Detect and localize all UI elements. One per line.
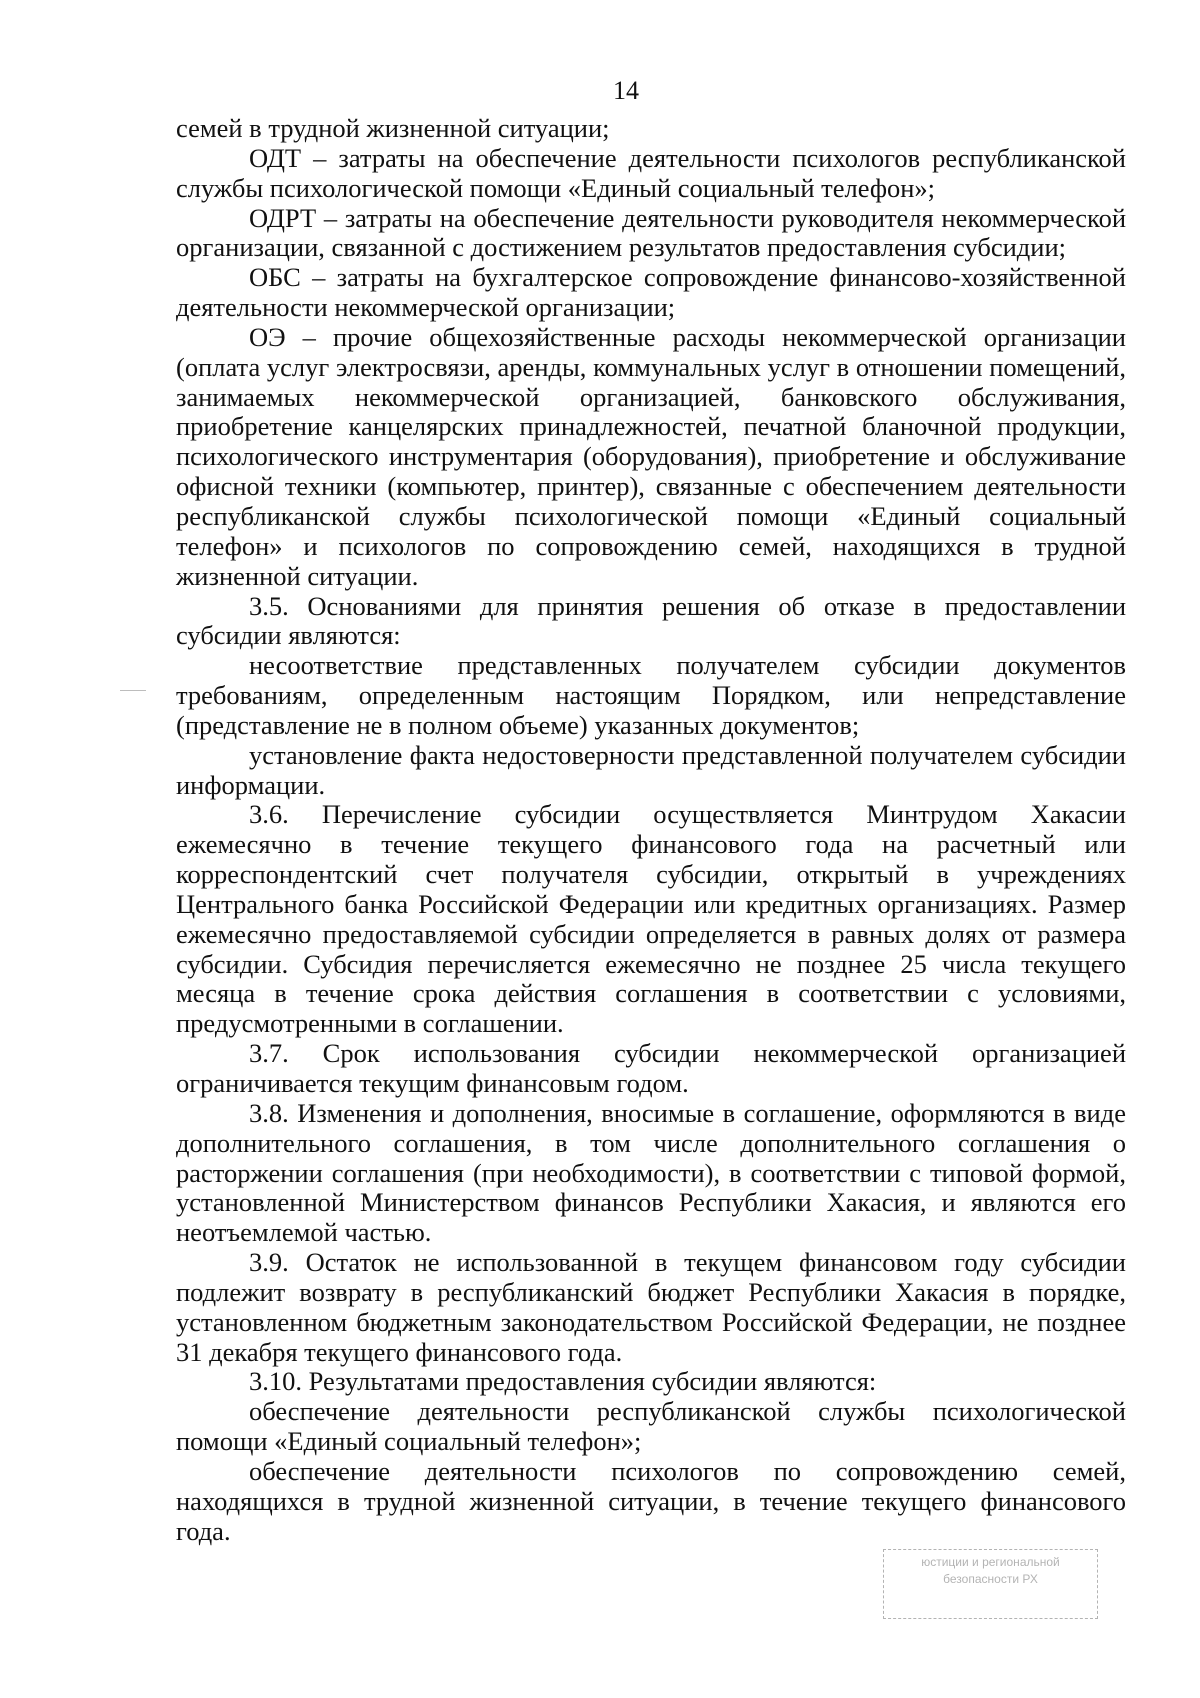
- paragraph: 3.8. Изменения и дополнения, вносимые в соглашение, оформляются в виде дополнительного соглашения, в том числе дополнительного соглашения о расторжении соглашения (при необходимости), в соответствии с типовой формой, установленной Министерством финансов Республики Хакасия, и являются его неотъемлемой частью.: [176, 1097, 1126, 1248]
- paragraph: установление факта недостоверности представленной получателем субсидии информации.: [176, 739, 1126, 800]
- margin-mark: [120, 690, 146, 691]
- document-body: [176, 114, 1126, 1547]
- stamp: [883, 1549, 1098, 1619]
- paragraph: ОДТ – затраты на обеспечение деятельности психологов республиканской службы психологической помощи «Единый социальный телефон»;: [176, 142, 1126, 203]
- paragraph: ОЭ – прочие общехозяйственные расходы некоммерческой организации (оплата услуг электросвязи, аренды, коммунальных услуг в отношении помещений, занимаемых некоммерческой организацией, банковского обслуживания, приобретение канцелярских принадлежностей, печатной бланочной продукции, психологического инструментария (оборудования), приобретение и обслуживание офисной техники (компьютер, принтер), связанные с обеспечением деятельности республиканской службы психологической помощи «Единый социальный телефон» и психологов по сопровождению семей, находящихся в трудной жизненной ситуации.: [176, 321, 1126, 591]
- stamp-line: юстиции и региональной: [921, 1555, 1060, 1569]
- stamp-line: безопасности РХ: [943, 1572, 1038, 1586]
- page-number: 14: [613, 76, 639, 105]
- paragraph: семей в трудной жизненной ситуации;: [176, 113, 610, 143]
- paragraph: несоответствие представленных получателем субсидии документов требованиям, определенным настоящим Порядком, или непредставление (представление не в полном объеме) указанных документов;: [176, 650, 1126, 740]
- paragraph: ОБС – затраты на бухгалтерское сопровождение финансово-хозяйственной деятельности некоммерческой организации;: [176, 262, 1126, 323]
- paragraph: 3.9. Остаток не использованной в текущем финансовом году субсидии подлежит возврату в республиканский бюджет Республики Хакасия в порядке, установленном бюджетным законодательством Российской Федерации, не позднее 31 декабря текущего финансового года.: [176, 1247, 1126, 1367]
- paragraph: 3.5. Основаниями для принятия решения об отказе в предоставлении субсидии являются:: [176, 590, 1126, 651]
- paragraph: обеспечение деятельности республиканской службы психологической помощи «Единый социальный телефон»;: [176, 1396, 1126, 1457]
- paragraph: ОДРТ – затраты на обеспечение деятельности руководителя некоммерческой организации, связанной с достижением результатов предоставления субсидии;: [176, 202, 1126, 263]
- paragraph: 3.10. Результатами предоставления субсидии являются:: [249, 1366, 877, 1397]
- paragraph: 3.7. Срок использования субсидии некоммерческой организацией ограничивается текущим финансовым годом.: [176, 1038, 1126, 1098]
- paragraph: обеспечение деятельности психологов по сопровождению семей, находящихся в трудной жизненной ситуации, в течение текущего финансового года.: [176, 1455, 1126, 1546]
- paragraph: 3.6. Перечисление субсидии осуществляется Минтрудом Хакасии ежемесячно в течение текущего финансового года на расчетный или корреспондентский счет получателя субсидии, открытый в учреждениях Центрального банка Российской Федерации или кредитных организациях. Размер ежемесячно предоставляемой субсидии определяется в равных долях от размера субсидии. Субсидия перечисляется ежемесячно не позднее 25 числа текущего месяца в течение срока действия соглашения в соответствии с условиями, предусмотренными в соглашении.: [176, 799, 1126, 1039]
